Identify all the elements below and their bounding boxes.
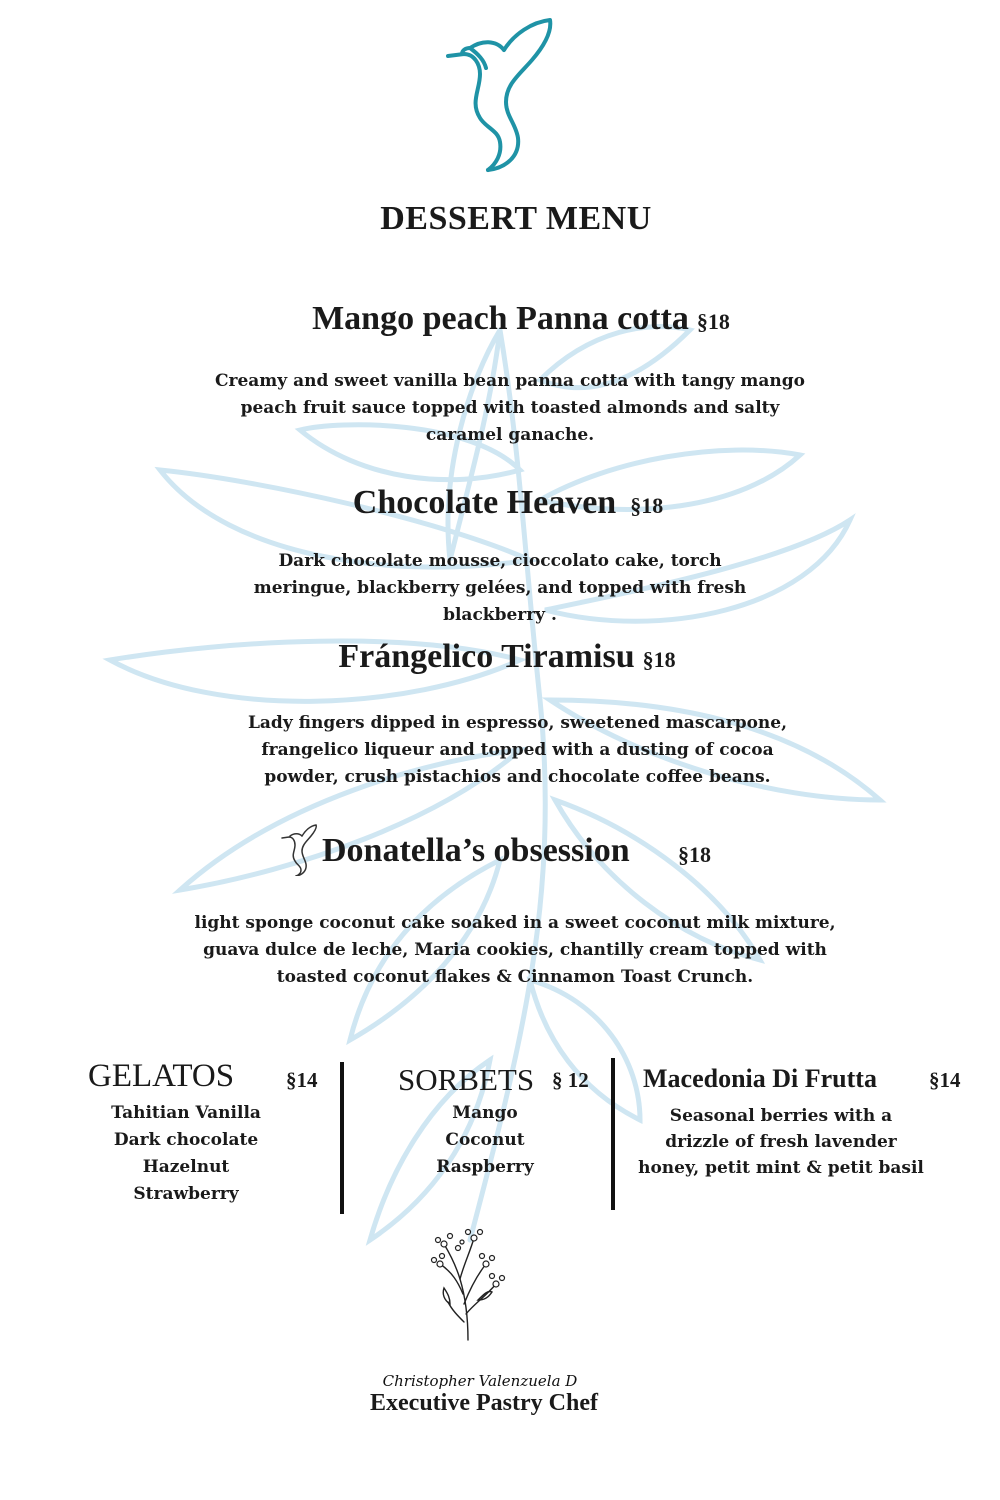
section-title: Macedonia Di Frutta bbox=[643, 1064, 877, 1093]
list-item: Mango bbox=[452, 1103, 518, 1123]
section-title: SORBETS bbox=[398, 1062, 535, 1097]
list-item: Strawberry bbox=[133, 1184, 239, 1204]
column-divider bbox=[611, 1058, 615, 1210]
gelato-flavor-list bbox=[88, 1100, 284, 1208]
item-name: Frángelico Tiramisu bbox=[338, 638, 635, 675]
hummingbird-icon bbox=[440, 14, 560, 174]
menu-item-heading bbox=[0, 300, 1000, 338]
chef-signature: Christopher Valenzuela D bbox=[382, 1372, 578, 1390]
small-hummingbird-icon bbox=[280, 824, 318, 876]
item-name: Mango peach Panna cotta bbox=[312, 300, 689, 337]
item-price: §18 bbox=[678, 842, 711, 867]
section-price: §14 bbox=[286, 1068, 318, 1092]
item-name: Chocolate Heaven bbox=[352, 484, 617, 521]
chef-title: Executive Pastry Chef bbox=[370, 1390, 598, 1416]
sorbets-section bbox=[398, 1062, 608, 1098]
item-price: §18 bbox=[630, 493, 664, 518]
section-price: § 12 bbox=[552, 1068, 589, 1092]
list-item: Coconut bbox=[445, 1130, 525, 1150]
item-description: Lady fingers dipped in espresso, sweetened mascarpone, frangelico liqueur and topped with a dusting of cocoa powder, crush pistachios and chocolate coffee beans. bbox=[247, 713, 788, 787]
menu-item-heading bbox=[0, 638, 1000, 676]
list-item: Tahitian Vanilla bbox=[111, 1103, 261, 1123]
sorbet-flavor-list bbox=[420, 1100, 550, 1181]
menu-item-heading bbox=[0, 484, 1000, 522]
item-description: Dark chocolate mousse, cioccolato cake, torch meringue, blackberry gelées, and topped with fresh blackberry . bbox=[253, 551, 747, 625]
section-title: GELATOS bbox=[88, 1058, 235, 1094]
item-description: Creamy and sweet vanilla bean panna cotta with tangy mango peach fruit sauce topped with toasted almonds and salty caramel ganache. bbox=[214, 371, 806, 445]
list-item: Dark chocolate bbox=[113, 1130, 259, 1150]
column-divider bbox=[340, 1062, 344, 1214]
gelatos-section bbox=[88, 1058, 338, 1095]
menu-title: DESSERT MENU bbox=[380, 200, 652, 237]
menu-item-heading bbox=[280, 822, 800, 878]
macedonia-section bbox=[643, 1064, 983, 1094]
list-item: Raspberry bbox=[436, 1157, 534, 1177]
macedonia-description: Seasonal berries with a drizzle of fresh lavender honey, petit mint & petit basil bbox=[638, 1106, 924, 1178]
item-name: Donatella’s obsession bbox=[322, 832, 630, 869]
item-price: §18 bbox=[696, 309, 730, 334]
item-description: light sponge coconut cake soaked in a sweet coconut milk mixture, guava dulce de leche, Maria cookies, chantilly cream topped with toasted coconut flakes & Cinnamon Toast Crunch. bbox=[194, 913, 836, 987]
wildflower-sprig-icon bbox=[430, 1224, 510, 1344]
item-price: §18 bbox=[642, 647, 676, 672]
section-price: §14 bbox=[929, 1068, 961, 1092]
list-item: Hazelnut bbox=[142, 1157, 230, 1177]
